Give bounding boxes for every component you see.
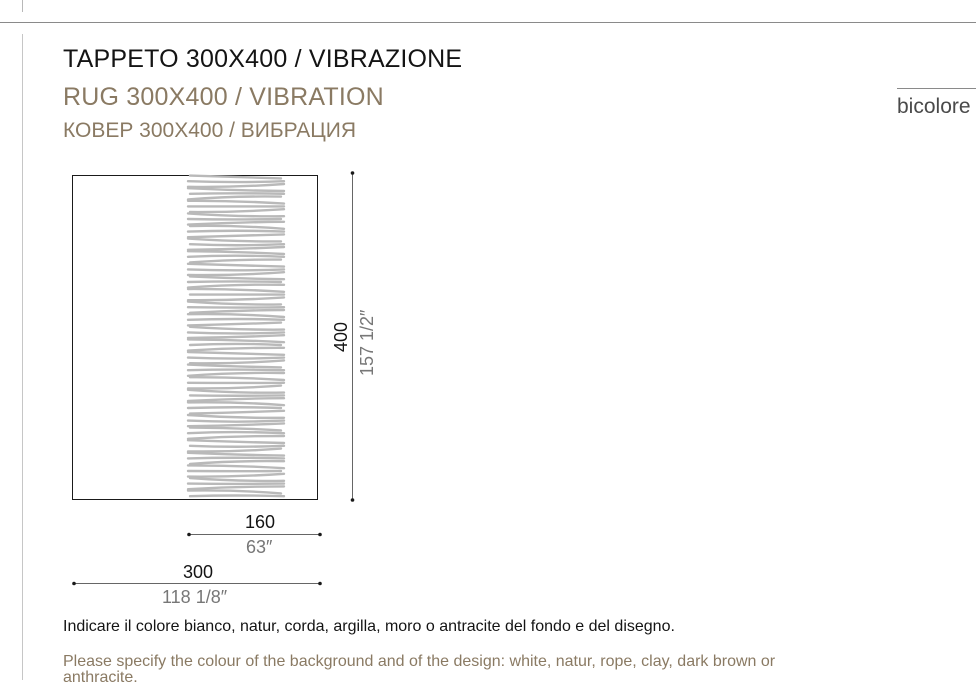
pattern-stripe (188, 201, 284, 204)
pattern-stripe (190, 428, 281, 431)
pattern-stripe (188, 423, 284, 426)
pattern-stripe (188, 231, 284, 232)
pattern-stripe (190, 226, 284, 229)
pattern-width-dot-right (318, 533, 322, 537)
pattern-stripe (188, 297, 284, 300)
pattern-stripe (188, 239, 281, 242)
pattern-stripe (188, 407, 281, 408)
pattern-stripe (188, 398, 284, 401)
pattern-stripe (188, 314, 284, 317)
total-width-dot-right (318, 582, 322, 586)
pattern-stripe (188, 436, 284, 439)
pattern-stripe (188, 402, 284, 405)
pattern-stripe (188, 365, 281, 368)
pattern-stripe (188, 421, 284, 422)
pattern-stripe (188, 196, 281, 199)
pattern-stripe (188, 453, 284, 456)
pattern-stripe (188, 272, 284, 275)
pattern-stripe (190, 377, 284, 380)
pattern-stripe (190, 344, 281, 345)
pattern-stripe (188, 458, 284, 459)
pattern-stripe (190, 496, 284, 497)
pattern-stripe (188, 188, 284, 191)
pattern-width-in-label: 63″ (246, 537, 272, 558)
pattern-stripe (188, 222, 284, 225)
pattern-stripe (188, 247, 284, 250)
pattern-stripe (190, 176, 281, 179)
pattern-stripe (188, 339, 284, 342)
title-italian: TAPPETO 300X400 / VIBRAZIONE (63, 45, 462, 74)
pattern-stripe (188, 415, 284, 418)
pattern-stripe (188, 432, 284, 433)
pattern-stripe (188, 285, 284, 288)
height-dimension-dot-top (351, 171, 355, 175)
pattern-stripe (188, 370, 284, 371)
width-cm-label: 300 (183, 562, 213, 583)
pattern-stripe (188, 386, 281, 389)
pattern-stripe (188, 269, 284, 270)
pattern-stripe (188, 181, 284, 182)
pattern-stripe (188, 256, 284, 257)
title-russian: КОВЕР 300X400 / ВИБРАЦИЯ (63, 119, 356, 143)
pattern-stripe (188, 332, 284, 333)
pattern-stripe (188, 474, 284, 477)
total-width-dot-left (72, 582, 76, 586)
pattern-stripe (188, 323, 281, 326)
pattern-stripe (190, 193, 284, 194)
pattern-stripe (188, 289, 284, 292)
height-dimension-dot-bottom (351, 498, 355, 502)
pattern-stripe (188, 251, 284, 254)
pattern-width-dot-left (187, 533, 191, 537)
pattern-stripe (190, 478, 284, 481)
vibration-pattern (188, 176, 284, 497)
side-label-bicolore: bicolore (897, 95, 971, 119)
pattern-stripe (190, 411, 284, 414)
pattern-width-cm-label: 160 (245, 512, 275, 533)
pattern-stripe (190, 310, 284, 313)
pattern-stripe (188, 319, 284, 320)
pattern-stripe (190, 360, 284, 363)
pattern-stripe (188, 302, 281, 305)
pattern-stripe (188, 358, 284, 359)
pattern-stripe (188, 264, 284, 267)
height-in-label: 157 1/2″ (357, 310, 378, 376)
pattern-stripe (188, 465, 284, 468)
pattern-stripe (188, 449, 281, 452)
pattern-stripe (188, 373, 284, 376)
pattern-stripe (190, 260, 281, 263)
pattern-stripe (188, 352, 284, 355)
note-italian: Indicare il colore bianco, natur, corda, argilla, moro o antracite del fondo e del disegno. (63, 618, 675, 636)
pattern-stripe (188, 390, 284, 393)
pattern-stripe (190, 461, 284, 464)
note-english: Please specify the colour of the background and of the design: white, natur, rope, clay, dark brown or anthracite. (63, 654, 853, 686)
title-english: RUG 300X400 / VIBRATION (63, 83, 384, 112)
pattern-stripe (188, 281, 281, 282)
pattern-stripe (188, 486, 284, 489)
height-cm-label: 400 (331, 322, 352, 352)
pattern-stripe (188, 184, 284, 187)
pattern-stripe (188, 440, 284, 443)
pattern-stripe (188, 348, 284, 351)
pattern-stripe (190, 209, 284, 212)
pattern-stripe (190, 327, 284, 330)
width-in-label: 118 1/8″ (162, 587, 227, 608)
pattern-stripe (188, 213, 284, 216)
pattern-stripe (190, 446, 284, 447)
pattern-stripe (188, 234, 284, 237)
pattern-stripe (188, 490, 281, 493)
pattern-stripe (190, 276, 284, 279)
pattern-stripe (190, 244, 284, 245)
pattern-stripe (188, 335, 284, 338)
